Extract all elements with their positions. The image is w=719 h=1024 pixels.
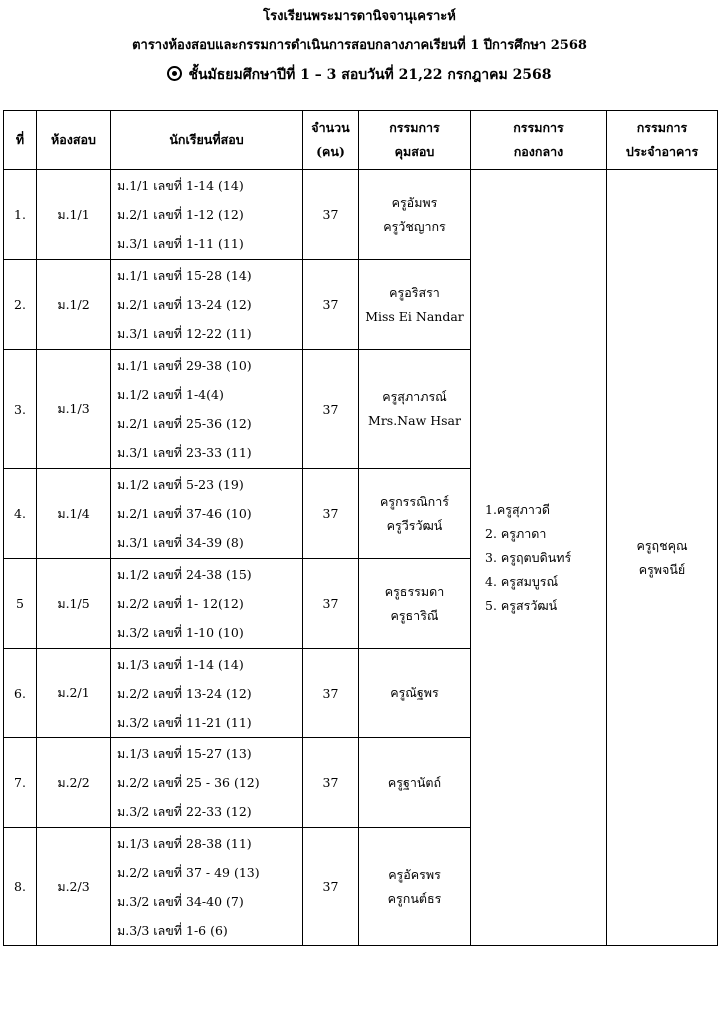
row-no: 5 [4, 559, 37, 649]
student-group: ม.3/1 เลขที่ 12-22 (11) [117, 326, 252, 341]
row-room: ม.1/2 [37, 260, 111, 350]
row-proctors [359, 649, 471, 738]
row-room: ม.1/5 [37, 559, 111, 649]
row-proctors [359, 260, 471, 350]
student-group: ม.2/1 เลขที่ 13-24 (12) [117, 297, 252, 312]
proctor-name: Miss Ei Nandar [365, 308, 464, 324]
col-header-central [471, 111, 607, 170]
student-group: ม.1/1 เลขที่ 1-14 (14) [117, 178, 244, 193]
row-room: ม.2/1 [37, 649, 111, 738]
student-group: ม.3/2 เลขที่ 22-33 (12) [117, 804, 252, 819]
row-students [111, 649, 303, 738]
row-proctors [359, 828, 471, 946]
col-header-proctor-line1: กรรมการ [389, 120, 440, 135]
row-count: 37 [303, 469, 359, 559]
proctor-name: ครูวีรวัฒน์ [386, 517, 443, 533]
row-students [111, 170, 303, 260]
student-group: ม.3/2 เลขที่ 1-10 (10) [117, 625, 244, 640]
proctor-name: ครูณัฐพร [390, 685, 439, 700]
student-group: ม.2/1 เลขที่ 37-46 (10) [117, 506, 252, 521]
student-group: ม.2/2 เลขที่ 1- 12(12) [117, 596, 244, 611]
row-no: 1. [4, 170, 37, 260]
row-proctors [359, 170, 471, 260]
central-member: 2. ครูภาดา [485, 525, 547, 541]
col-header-central-line1: กรรมการ [513, 120, 564, 135]
row-students [111, 559, 303, 649]
student-group: ม.1/1 เลขที่ 29-38 (10) [117, 358, 252, 373]
student-group: ม.1/2 เลขที่ 1-4(4) [117, 387, 224, 402]
row-no: 2. [4, 260, 37, 350]
student-group: ม.1/2 เลขที่ 24-38 (15) [117, 567, 252, 582]
row-room: ม.2/3 [37, 828, 111, 946]
col-header-building-line1: กรรมการ [636, 120, 688, 135]
student-group: ม.1/1 เลขที่ 15-28 (14) [117, 268, 252, 283]
row-room: ม.1/3 [37, 350, 111, 469]
document-title: ตารางห้องสอบและกรรมการดำเนินการสอบกลางภาคเรียนที่ 1 ปีการศึกษา 2568 [132, 38, 587, 53]
level-date-line [0, 66, 719, 84]
row-no: 8. [4, 828, 37, 946]
row-proctors [359, 469, 471, 559]
student-group: ม.2/2 เลขที่ 25 - 36 (12) [117, 775, 260, 790]
row-no: 3. [4, 350, 37, 469]
row-no: 6. [4, 649, 37, 738]
row-no: 4. [4, 469, 37, 559]
row-students [111, 828, 303, 946]
row-students [111, 350, 303, 469]
proctor-name: ครูกรรณิการ์ [380, 493, 449, 509]
row-count: 37 [303, 350, 359, 469]
proctor-name: ครูธรรมดา [384, 583, 445, 599]
student-group: ม.1/3 เลขที่ 28-38 (11) [117, 835, 252, 851]
student-group: ม.3/1 เลขที่ 1-11 (11) [117, 236, 244, 251]
central-member: 5. ครูสรวัฒน์ [485, 597, 558, 613]
student-group: ม.2/2 เลขที่ 37 - 49 (13) [117, 864, 260, 880]
proctor-name: ครูกนต์ธร [387, 890, 442, 906]
proctor-name: ครูฐานัตถ์ [387, 774, 442, 790]
col-header-proctor [359, 111, 471, 170]
proctor-name: ครูสุภาภรณ์ [382, 389, 447, 404]
row-students [111, 260, 303, 350]
row-proctors [359, 350, 471, 469]
building-committee-cell [607, 170, 718, 946]
exam-room-table [3, 110, 718, 946]
col-header-count-line2: (คน) [316, 144, 345, 159]
row-room: ม.1/4 [37, 469, 111, 559]
school-name: โรงเรียนพระมารดานิจจานุเคราะห์ [263, 9, 456, 24]
row-count: 37 [303, 738, 359, 828]
row-room: ม.1/1 [37, 170, 111, 260]
row-count: 37 [303, 260, 359, 350]
proctor-name: ครูอัครพร [388, 866, 441, 882]
col-header-no: ที่ [4, 111, 37, 170]
col-header-students: นักเรียนที่สอบ [111, 111, 303, 170]
central-member: 1.ครูสุภาวดี [485, 501, 551, 517]
central-committee-cell [471, 170, 607, 946]
table-row [4, 170, 718, 260]
student-group: ม.1/3 เลขที่ 1-14 (14) [117, 656, 244, 672]
row-proctors [359, 738, 471, 828]
building-member: ครูพจนีย์ [638, 561, 686, 577]
student-group: ม.3/1 เลขที่ 34-39 (8) [117, 535, 244, 550]
student-group: ม.2/2 เลขที่ 13-24 (12) [117, 685, 252, 701]
col-header-room: ห้องสอบ [37, 111, 111, 170]
row-count: 37 [303, 170, 359, 260]
col-header-proctor-line2: คุมสอบ [394, 144, 435, 159]
central-member: 3. ครูฤตบดินทร์ [485, 549, 572, 565]
proctor-name: ครูอริสรา [389, 284, 440, 300]
row-count: 37 [303, 559, 359, 649]
col-header-count-line1: จำนวน [311, 120, 350, 135]
row-count: 37 [303, 649, 359, 738]
student-group: ม.2/1 เลขที่ 1-12 (12) [117, 207, 244, 222]
row-count: 37 [303, 828, 359, 946]
row-students [111, 469, 303, 559]
col-header-central-line2: กองกลาง [513, 144, 564, 159]
central-member: 4. ครูสมบูรณ์ [485, 573, 559, 589]
student-group: ม.3/1 เลขที่ 23-33 (11) [117, 445, 252, 460]
student-group: ม.3/2 เลขที่ 34-40 (7) [117, 893, 244, 909]
col-header-building-line2: ประจำอาคาร [625, 144, 699, 159]
row-students [111, 738, 303, 828]
col-header-building [607, 111, 718, 170]
student-group: ม.3/2 เลขที่ 11-21 (11) [117, 714, 252, 730]
row-proctors [359, 559, 471, 649]
building-member: ครูฤชคุณ [636, 537, 688, 553]
table-header-row [4, 111, 718, 170]
proctor-name: ครูอัมพร [391, 194, 438, 210]
col-header-count [303, 111, 359, 170]
row-room: ม.2/2 [37, 738, 111, 828]
student-group: ม.2/1 เลขที่ 25-36 (12) [117, 416, 252, 431]
student-group: ม.1/2 เลขที่ 5-23 (19) [117, 477, 244, 492]
row-no: 7. [4, 738, 37, 828]
level-date-text: ชั้นมัธยมศึกษาปีที่ 1 – 3 สอบวันที่ 21,22 กรกฎาคม 2568 [188, 67, 552, 83]
proctor-name: ครูธาริณี [390, 607, 439, 623]
proctor-name: Mrs.Naw Hsar [368, 413, 461, 428]
proctor-name: ครูวัชญากร [383, 218, 446, 234]
student-group: ม.1/3 เลขที่ 15-27 (13) [117, 746, 252, 761]
student-group: ม.3/3 เลขที่ 1-6 (6) [117, 922, 228, 938]
bullet-circle-icon [167, 66, 182, 81]
